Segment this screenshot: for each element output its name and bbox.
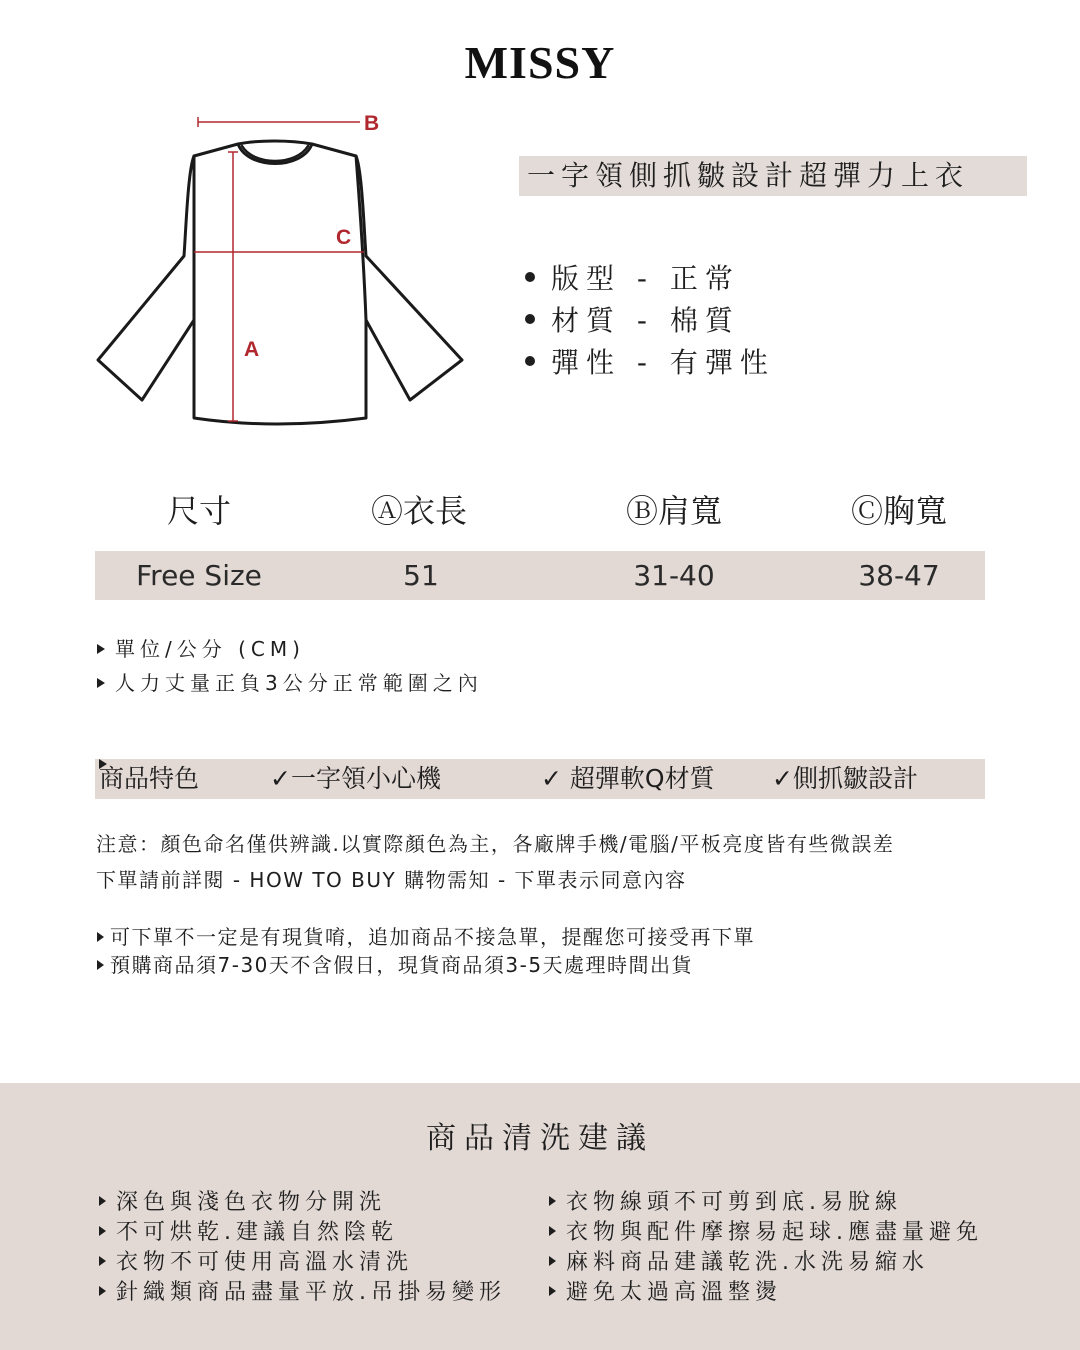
notice-line: 注意：顏色命名僅供辨識.以實際顏色為主，各廠牌手機/電腦/平板亮度皆有些微誤差 (96, 832, 895, 856)
triangle-bullet-icon (549, 1286, 556, 1296)
triangle-bullet-icon (99, 1226, 106, 1236)
triangle-bullet-icon (97, 678, 105, 688)
feature-item: ✓一字領小心機 (270, 764, 441, 793)
care-item: 衣物與配件摩擦易起球.應盡量避免 (549, 1218, 983, 1248)
care-list-left (99, 1188, 506, 1308)
header-length: Ⓐ衣長 (370, 492, 468, 530)
care-item: 針織類商品盡量平放.吊掛易變形 (99, 1278, 506, 1308)
care-title: 商品清洗建議 (426, 1121, 654, 1156)
cell-shoulder: 31-40 (633, 559, 715, 592)
header-chest: Ⓒ胸寬 (850, 492, 948, 530)
spec-item: 版型 - 正常 (525, 258, 775, 300)
order-note-item: 可下單不一定是有現貨唷，追加商品不接急單，提醒您可接受再下單 (97, 923, 755, 951)
order-notes (97, 923, 755, 979)
notice-line: 下單請前詳閱 - HOW TO BUY 購物需知 - 下單表示同意內容 (96, 868, 687, 892)
care-item: 避免太過高溫整燙 (549, 1278, 983, 1308)
care-item: 衣物線頭不可剪到底.易脫線 (549, 1188, 983, 1218)
triangle-bullet-icon (97, 932, 104, 942)
spec-item: 彈性 - 有彈性 (525, 342, 775, 384)
label-b: B (364, 112, 380, 135)
note-item: 人力丈量正負3公分正常範圍之內 (97, 666, 483, 700)
cell-length: 51 (403, 559, 439, 592)
notice-text (96, 826, 894, 898)
order-note-item: 預購商品須7-30天不含假日，現貨商品須3-5天處理時間出貨 (97, 951, 755, 979)
triangle-bullet-icon (549, 1196, 556, 1206)
feature-item: ✓ 超彈軟Q材質 (541, 764, 715, 793)
spec-list (525, 258, 775, 384)
features-bar: 商品特色 ✓一字領小心機 ✓ 超彈軟Q材質 ✓側抓皺設計 (95, 759, 985, 799)
brand-title: MISSY (464, 37, 616, 88)
triangle-bullet-icon (97, 960, 104, 970)
feature-item: ✓側抓皺設計 (772, 764, 918, 793)
label-a: A (244, 338, 260, 361)
care-list-right (549, 1188, 983, 1308)
garment-outline (98, 141, 462, 424)
triangle-bullet-icon (99, 1286, 106, 1296)
header-shoulder: Ⓑ肩寬 (625, 492, 723, 530)
care-item: 衣物不可使用高溫水清洗 (99, 1248, 506, 1278)
triangle-bullet-icon (99, 1256, 106, 1266)
note-item: 單位/公分 (CM) (97, 632, 483, 666)
size-table-row (95, 551, 985, 600)
care-section (0, 1083, 1080, 1350)
bullet-icon (525, 314, 535, 324)
measurement-notes (97, 632, 483, 700)
label-c: C (336, 226, 352, 249)
cell-size: Free Size (136, 559, 262, 592)
spec-item: 材質 - 棉質 (525, 300, 775, 342)
triangle-bullet-icon (549, 1256, 556, 1266)
care-item: 不可烘乾.建議自然陰乾 (99, 1218, 506, 1248)
triangle-bullet-icon (99, 1196, 106, 1206)
care-item: 麻料商品建議乾洗.水洗易縮水 (549, 1248, 983, 1278)
triangle-bullet-icon (97, 644, 105, 654)
size-table-header (95, 486, 985, 530)
garment-measurement-diagram (90, 108, 480, 438)
bullet-icon (525, 356, 535, 366)
bullet-icon (525, 272, 535, 282)
header-size: 尺寸 (166, 492, 232, 530)
cell-chest: 38-47 (858, 559, 940, 592)
care-item: 深色與淺色衣物分開洗 (99, 1188, 506, 1218)
product-title: 一字領側抓皺設計超彈力上衣 (519, 156, 1027, 196)
triangle-bullet-icon (549, 1226, 556, 1236)
